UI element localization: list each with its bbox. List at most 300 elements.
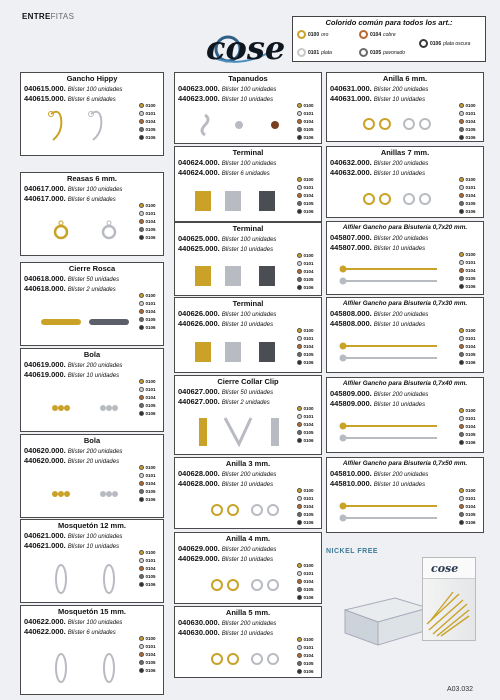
product-title: Alfiler Gancho para Bisutería 0,7x30 mm. (342, 300, 468, 307)
swatch-0100 (139, 548, 161, 556)
swatch-code: 0105 (145, 127, 156, 133)
color-swatches (297, 251, 319, 292)
swatch-code: 0106 (145, 411, 156, 417)
swatch-dot-icon (459, 336, 464, 341)
product-pack: Blíster 100 unidades (221, 312, 277, 318)
swatch-0105 (297, 429, 319, 437)
swatch-dot-icon (297, 438, 302, 443)
swatch-0101 (459, 334, 481, 342)
product-code: 040624.000. (178, 158, 220, 167)
swatch-0100 (459, 326, 481, 334)
swatch-0100 (139, 463, 161, 471)
product-code: 040623.000. (178, 84, 220, 93)
swatch-code: 0100 (303, 102, 314, 108)
product-code: 445808.000. (330, 319, 372, 328)
swatch-0106 (459, 519, 481, 527)
color-swatches (297, 561, 319, 602)
product-pack: Blíster 2 unidades (221, 400, 270, 406)
swatch-0105 (459, 511, 481, 519)
swatch-code: 0106 (465, 135, 476, 141)
color-legend (292, 16, 486, 62)
color-swatches (297, 175, 319, 216)
swatch-0106 (139, 134, 161, 142)
swatch-0100 (297, 175, 319, 183)
swatch-code: 0104 (303, 421, 314, 427)
product-pack: Blíster 10 unidades (373, 97, 426, 103)
swatch-code: 0106 (145, 135, 156, 141)
nickel-free-label: NICKEL FREE (326, 548, 379, 555)
product-code: 040625.000. (178, 234, 220, 243)
product-code: 440631.000. (330, 94, 372, 103)
product-card-anilla-5 (174, 606, 322, 678)
swatch-0104 (297, 502, 319, 510)
product-card-anilla-3 (174, 457, 322, 529)
swatch-dot-icon (297, 637, 302, 642)
swatch-code: 0105 (145, 660, 156, 666)
product-card-mosqueton-15 (20, 605, 164, 695)
swatch-code: 0106 (303, 669, 314, 675)
product-pack: Blíster 200 unidades (373, 236, 429, 242)
swatch-code: 0105 (465, 432, 476, 438)
swatch-dot-icon (297, 201, 302, 206)
swatch-dot-icon (139, 660, 144, 665)
brand-logo (200, 28, 285, 68)
product-pack: Blíster 200 unidades (67, 363, 123, 369)
color-swatches (459, 175, 481, 216)
swatch-dot-icon (297, 352, 302, 357)
swatch-dot-icon (139, 325, 144, 330)
swatch-code: 0106 (303, 209, 314, 215)
swatch-0106 (297, 668, 319, 676)
swatch-0101 (297, 643, 319, 651)
swatch-0104 (459, 191, 481, 199)
product-card-tapanudos (174, 72, 322, 144)
swatch-code: 0106 (465, 284, 476, 290)
section-title-bold: ENTRE (22, 12, 51, 21)
swatch-dot-icon (139, 395, 144, 400)
swatch-0106 (139, 581, 161, 589)
swatch-0104 (139, 307, 161, 315)
product-pack: Blíster 200 unidades (221, 547, 277, 553)
swatch-0106 (297, 437, 319, 445)
swatch-0105 (459, 126, 481, 134)
product-title: Anillas 7 mm. (380, 148, 430, 157)
swatch-0104 (459, 266, 481, 274)
color-swatches (139, 634, 161, 675)
swatch-dot-icon (459, 177, 464, 182)
product-pack: Blíster 100 unidades (67, 620, 123, 626)
swatch-code: 0101 (145, 300, 156, 306)
color-legend-title: Colorido común para todos los art.: (325, 18, 453, 27)
swatch-dot-icon (459, 520, 464, 525)
product-code: 440619.000. (24, 370, 66, 379)
swatch-0104 (459, 422, 481, 430)
swatch-dot-icon (459, 440, 464, 445)
swatch-dot-icon (297, 653, 302, 658)
product-image (175, 177, 297, 222)
swatch-code: 0100 (465, 487, 476, 493)
product-image (175, 637, 297, 678)
ring-icon (419, 39, 428, 48)
swatch-code: 0106 (145, 582, 156, 588)
swatch-dot-icon (139, 387, 144, 392)
swatch-0106 (139, 496, 161, 504)
swatch-dot-icon (459, 252, 464, 257)
product-pack: Blíster 10 unidades (221, 97, 274, 103)
swatch-code: 0100 (145, 378, 156, 384)
swatch-code: 0100 (303, 176, 314, 182)
product-title: Mosquetón 15 mm. (58, 607, 126, 616)
swatch-dot-icon (459, 135, 464, 140)
swatch-code: 0101 (303, 110, 314, 116)
swatch-code: 0101 (303, 260, 314, 266)
color-swatches (459, 250, 481, 291)
product-image (175, 406, 297, 455)
swatch-0106 (459, 134, 481, 142)
swatch-0106 (297, 594, 319, 602)
section-title (22, 12, 74, 21)
swatch-0105 (459, 275, 481, 283)
swatch-dot-icon (297, 579, 302, 584)
product-card-cierre-collar-clip (174, 375, 322, 455)
swatch-0100 (139, 201, 161, 209)
product-title: Tapanudos (228, 74, 268, 83)
swatch-dot-icon (459, 201, 464, 206)
swatch-dot-icon (459, 496, 464, 501)
product-title: Anilla 3 mm. (225, 459, 271, 468)
product-pack: Blíster 200 unidades (373, 87, 429, 93)
product-code: 040615.000. (24, 84, 66, 93)
swatch-dot-icon (297, 520, 302, 525)
color-swatches (297, 101, 319, 142)
product-image (175, 488, 297, 529)
product-image (327, 252, 459, 295)
swatch-code: 0100 (303, 327, 314, 333)
swatch-dot-icon (459, 260, 464, 265)
swatch-dot-icon (297, 645, 302, 650)
swatch-code: 0105 (303, 661, 314, 667)
swatch-code: 0101 (303, 495, 314, 501)
swatch-0104 (139, 393, 161, 401)
swatch-code: 0104 (465, 343, 476, 349)
product-code: 040620.000. (24, 446, 66, 455)
swatch-0105 (139, 226, 161, 234)
product-code: 045807.000. (330, 233, 372, 242)
swatch-0104 (297, 117, 319, 125)
ring-icon (359, 30, 368, 39)
product-code: 045810.000. (330, 469, 372, 478)
swatch-dot-icon (459, 352, 464, 357)
swatch-0106 (139, 667, 161, 675)
swatch-0101 (459, 258, 481, 266)
product-pack: Blíster 20 unidades (67, 459, 120, 465)
swatch-code: 0106 (465, 209, 476, 215)
swatch-dot-icon (297, 111, 302, 116)
swatch-dot-icon (459, 416, 464, 421)
brand-text: cose (206, 29, 286, 67)
swatch-code: 0101 (145, 557, 156, 563)
swatch-dot-icon (297, 669, 302, 674)
product-title: Terminal (232, 148, 264, 157)
product-image (327, 177, 459, 218)
swatch-code: 0104 (303, 578, 314, 584)
swatch-0104 (139, 479, 161, 487)
swatch-code: 0105 (303, 587, 314, 593)
product-pack: Blíster 10 unidades (221, 482, 274, 488)
swatch-code: 0104 (465, 503, 476, 509)
swatch-0104 (139, 117, 161, 125)
product-code: 440627.000. (178, 397, 220, 406)
swatch-0106 (459, 439, 481, 447)
swatch-dot-icon (297, 414, 302, 419)
swatch-dot-icon (459, 185, 464, 190)
swatch-dot-icon (297, 209, 302, 214)
swatch-code: 0100 (465, 102, 476, 108)
product-pack: Blíster 6 unidades (67, 197, 116, 203)
swatch-0106 (139, 410, 161, 418)
swatch-code: 0101 (145, 643, 156, 649)
swatch-code: 0106 (303, 595, 314, 601)
swatch-dot-icon (139, 219, 144, 224)
swatch-0106 (297, 284, 319, 292)
bag-brand: cose (431, 562, 459, 575)
swatch-dot-icon (139, 566, 144, 571)
product-pack: Blíster 200 unidades (373, 392, 429, 398)
product-code: 440625.000. (178, 244, 220, 253)
swatch-code: 0101 (465, 110, 476, 116)
swatch-0105 (139, 126, 161, 134)
product-card-mosqueton-12 (20, 519, 164, 603)
swatch-0106 (139, 324, 161, 332)
swatch-dot-icon (297, 360, 302, 365)
product-pack: Blíster 10 unidades (67, 373, 120, 379)
swatch-dot-icon (139, 644, 144, 649)
swatch-code: 0105 (465, 352, 476, 358)
swatch-0105 (139, 316, 161, 324)
product-title: Gancho Hippy (66, 74, 118, 83)
swatch-dot-icon (297, 587, 302, 592)
product-image (327, 103, 459, 142)
swatch-dot-icon (459, 424, 464, 429)
swatch-code: 0105 (303, 127, 314, 133)
swatch-0100 (139, 377, 161, 385)
swatch-0105 (297, 511, 319, 519)
swatch-dot-icon (459, 432, 464, 437)
swatch-0101 (297, 109, 319, 117)
color-swatches (139, 377, 161, 418)
product-code: 445807.000. (330, 243, 372, 252)
product-code: 040617.000. (24, 184, 66, 193)
swatch-0101 (297, 259, 319, 267)
swatch-dot-icon (297, 504, 302, 509)
product-title: Bola (83, 436, 101, 445)
swatch-code: 0104 (303, 268, 314, 274)
swatch-dot-icon (297, 269, 302, 274)
swatch-dot-icon (139, 574, 144, 579)
product-code: 440617.000. (24, 194, 66, 203)
swatch-code: 0101 (303, 413, 314, 419)
swatch-0106 (297, 359, 319, 367)
swatch-code: 0105 (145, 489, 156, 495)
swatch-dot-icon (139, 481, 144, 486)
swatch-dot-icon (139, 119, 144, 124)
swatch-code: 0104 (145, 480, 156, 486)
swatch-0104 (139, 217, 161, 225)
product-pack: Blíster 200 unidades (221, 472, 277, 478)
swatch-dot-icon (139, 558, 144, 563)
product-code: 040631.000. (330, 84, 372, 93)
product-pack: Blíster 100 unidades (221, 161, 277, 167)
swatch-0101 (297, 183, 319, 191)
color-0100: 0100 oro (297, 30, 328, 39)
swatch-0105 (459, 200, 481, 208)
product-pack: Blíster 100 unidades (67, 187, 123, 193)
swatch-dot-icon (139, 582, 144, 587)
swatch-0106 (459, 359, 481, 367)
swatch-0101 (459, 183, 481, 191)
swatch-dot-icon (297, 177, 302, 182)
swatch-dot-icon (297, 328, 302, 333)
product-card-reasas (20, 172, 164, 256)
product-image (21, 203, 139, 256)
swatch-0101 (459, 109, 481, 117)
swatch-code: 0101 (465, 259, 476, 265)
swatch-0100 (297, 635, 319, 643)
swatch-dot-icon (297, 261, 302, 266)
swatch-dot-icon (459, 488, 464, 493)
swatch-0100 (459, 250, 481, 258)
swatch-code: 0100 (145, 202, 156, 208)
swatch-dot-icon (459, 408, 464, 413)
swatch-0104 (297, 577, 319, 585)
swatch-code: 0105 (303, 352, 314, 358)
product-pack: Blíster 10 unidades (221, 631, 274, 637)
swatch-0104 (297, 651, 319, 659)
product-code: 440620.000. (24, 456, 66, 465)
swatch-dot-icon (139, 309, 144, 314)
swatch-0100 (297, 486, 319, 494)
swatch-dot-icon (459, 504, 464, 509)
product-pack: Blíster 10 unidades (67, 544, 120, 550)
product-code: 040622.000. (24, 617, 66, 626)
swatch-code: 0104 (303, 652, 314, 658)
swatch-code: 0106 (145, 668, 156, 674)
swatch-dot-icon (139, 652, 144, 657)
swatch-code: 0105 (465, 512, 476, 518)
swatch-dot-icon (297, 119, 302, 124)
product-code: 045809.000. (330, 389, 372, 398)
swatch-code: 0104 (303, 503, 314, 509)
product-code: 440618.000. (24, 284, 66, 293)
product-pack: Blíster 50 unidades (221, 390, 274, 396)
swatch-dot-icon (139, 379, 144, 384)
swatch-code: 0100 (145, 292, 156, 298)
swatch-dot-icon (297, 344, 302, 349)
swatch-0100 (297, 251, 319, 259)
product-code: 045808.000. (330, 309, 372, 318)
product-pack: Blíster 200 unidades (221, 621, 277, 627)
swatch-dot-icon (459, 276, 464, 281)
swatch-code: 0101 (145, 210, 156, 216)
product-pack: Blíster 6 unidades (221, 171, 270, 177)
swatch-0101 (139, 471, 161, 479)
swatch-dot-icon (297, 661, 302, 666)
swatch-dot-icon (139, 411, 144, 416)
swatch-0106 (459, 283, 481, 291)
product-image (175, 563, 297, 604)
swatch-dot-icon (297, 563, 302, 568)
swatch-0105 (297, 126, 319, 134)
ring-icon (297, 48, 306, 57)
swatch-code: 0105 (465, 276, 476, 282)
ring-icon (297, 30, 306, 39)
product-code: 440626.000. (178, 319, 220, 328)
swatch-code: 0101 (465, 184, 476, 190)
swatch-dot-icon (139, 403, 144, 408)
product-title: Alfiler Gancho para Bisutería 0,7x50 mm. (342, 460, 468, 467)
product-title: Terminal (232, 224, 264, 233)
product-pack: Blíster 6 unidades (67, 630, 116, 636)
swatch-dot-icon (297, 135, 302, 140)
product-code: 440615.000. (24, 94, 66, 103)
swatch-dot-icon (139, 127, 144, 132)
swatch-dot-icon (139, 135, 144, 140)
swatch-0105 (297, 276, 319, 284)
pins-icon (423, 580, 473, 640)
swatch-0105 (297, 351, 319, 359)
product-image (21, 636, 139, 695)
product-pack: Blíster 200 unidades (67, 449, 123, 455)
swatch-code: 0101 (465, 495, 476, 501)
swatch-code: 0100 (465, 251, 476, 257)
product-title: Mosquetón 12 mm. (58, 521, 126, 530)
swatch-dot-icon (459, 103, 464, 108)
swatch-dot-icon (459, 119, 464, 124)
swatch-0101 (139, 209, 161, 217)
swatch-0104 (459, 117, 481, 125)
product-card-bola-2 (20, 434, 164, 518)
swatch-code: 0106 (145, 235, 156, 241)
swatch-dot-icon (297, 422, 302, 427)
swatch-code: 0106 (303, 520, 314, 526)
swatch-dot-icon (297, 488, 302, 493)
swatch-code: 0104 (465, 118, 476, 124)
product-image (21, 550, 139, 603)
product-image (175, 103, 297, 144)
swatch-0100 (139, 101, 161, 109)
swatch-code: 0106 (145, 325, 156, 331)
swatch-0100 (139, 291, 161, 299)
swatch-dot-icon (139, 473, 144, 478)
swatch-code: 0100 (303, 636, 314, 642)
swatch-code: 0106 (145, 497, 156, 503)
swatch-code: 0106 (303, 438, 314, 444)
swatch-0101 (139, 642, 161, 650)
blister-bag-image (422, 557, 476, 641)
color-swatches (139, 101, 161, 142)
swatch-dot-icon (297, 496, 302, 501)
product-pack: Blíster 100 unidades (67, 87, 123, 93)
product-card-anilla-6 (326, 72, 484, 142)
swatch-code: 0100 (303, 252, 314, 258)
swatch-0105 (139, 488, 161, 496)
swatch-dot-icon (459, 328, 464, 333)
swatch-dot-icon (459, 284, 464, 289)
product-code: 040632.000. (330, 158, 372, 167)
swatch-code: 0104 (303, 192, 314, 198)
swatch-code: 0101 (303, 335, 314, 341)
product-pack: Blíster 10 unidades (373, 402, 426, 408)
